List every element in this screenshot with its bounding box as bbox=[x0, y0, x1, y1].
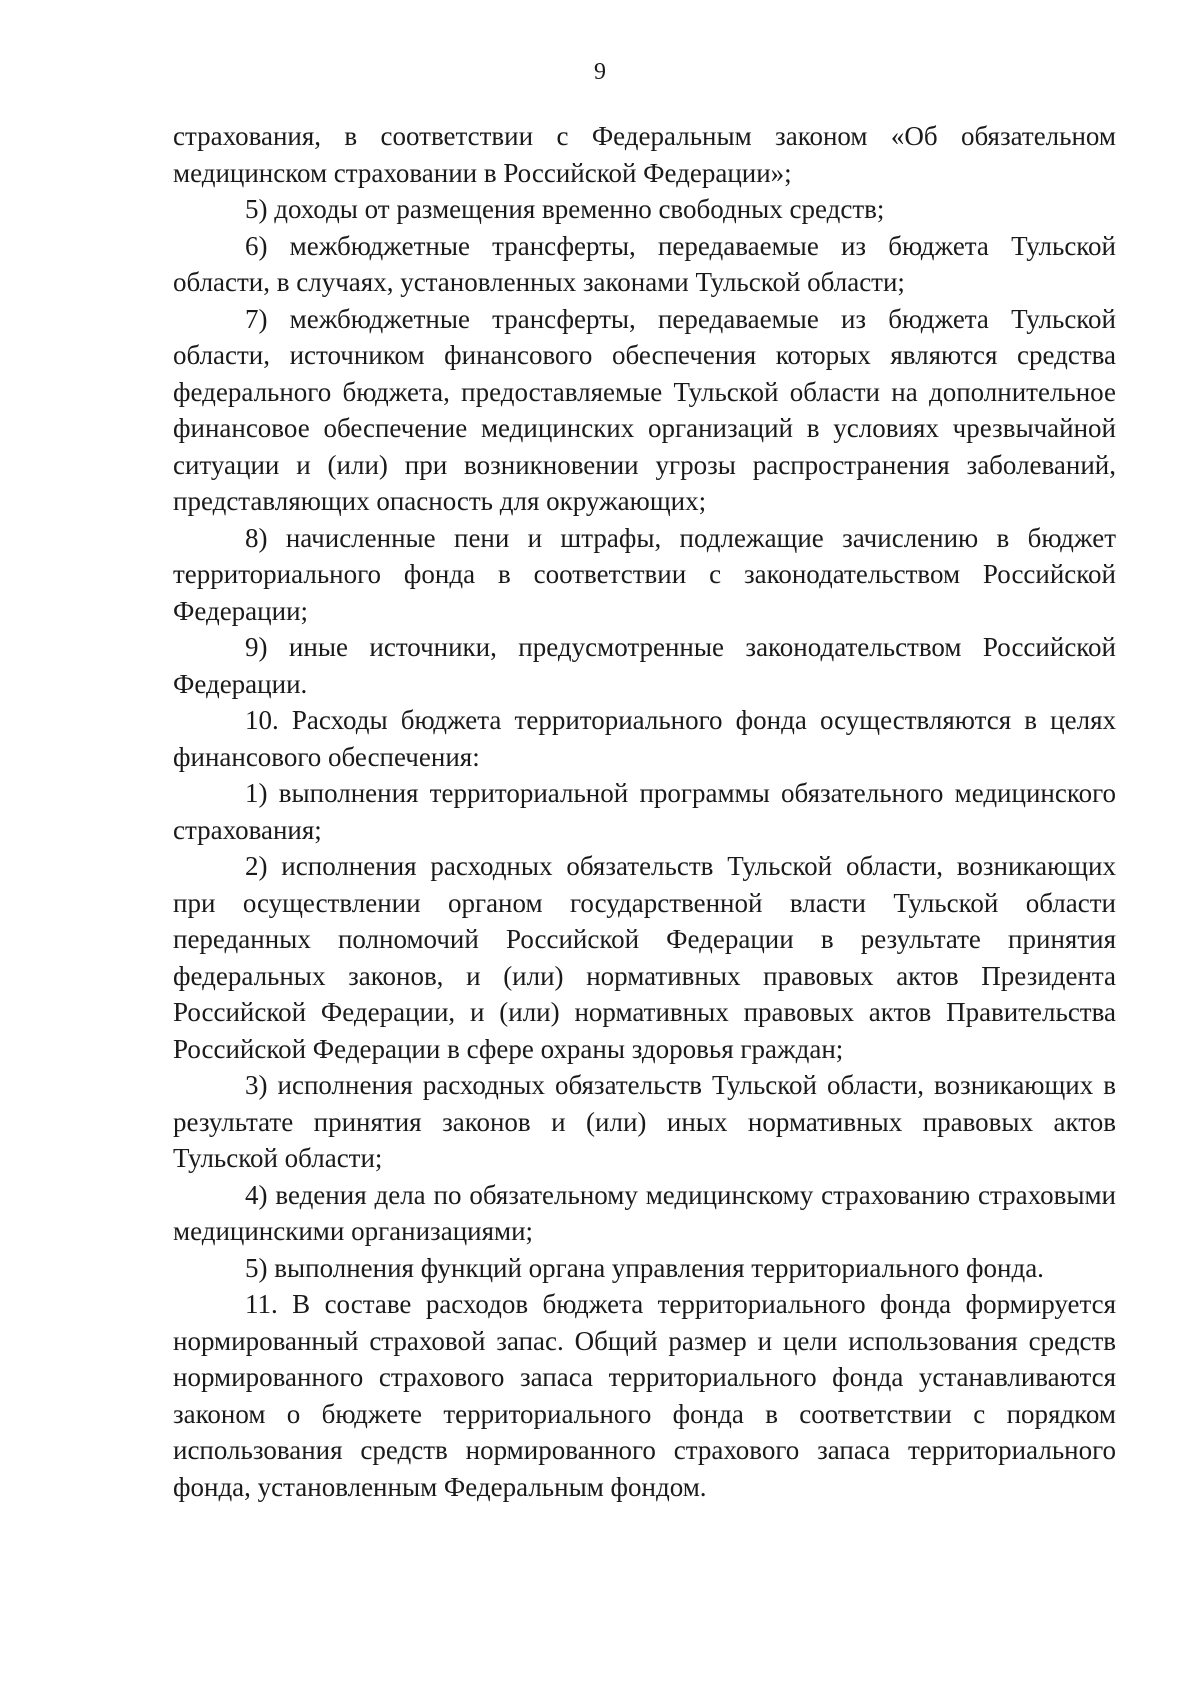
paragraph-expense-item-4: 4) ведения дела по обязательному медицинскому страхованию страховыми медицинскими организациями; bbox=[173, 1179, 1116, 1246]
paragraph-item-7-federal-transfers: 7) межбюджетные трансферты, передаваемые из бюджета Тульской области, источником финансового обеспечения которых являются средства федерального бюджета, предоставляемые Тульской области на дополнительное финансовое обеспечение медицинских организаций в условиях чрезвычайной ситуации и (или) при возникновении угрозы распространения заболеваний, представляющих опасность для окружающих; bbox=[173, 303, 1116, 516]
paragraph-section-10-expenses: 10. Расходы бюджета территориального фонда осуществляются в целях финансового обеспечения: bbox=[173, 705, 1116, 772]
paragraph-expense-item-5: 5) выполнения функций органа управления территориального фонда. bbox=[245, 1252, 1044, 1283]
paragraph-expense-item-1: 1) выполнения территориальной программы обязательного медицинского страхования; bbox=[173, 778, 1116, 845]
paragraph-item-8-penalties: 8) начисленные пени и штрафы, подлежащие зачислению в бюджет территориального фонда в соответствии с законодательством Российской Федерации; bbox=[173, 522, 1116, 626]
paragraph-item-5-income: 5) доходы от размещения временно свободных средств; bbox=[245, 194, 885, 224]
paragraph-section-11-reserve: 11. В составе расходов бюджета территориального фонда формируется нормированный страховой запас. Общий размер и цели использования средств нормированного страхового запаса территориального фонда устанавливаются законом о бюджете территориального фонда в соответствии с порядком использования средств нормированного страхового запаса территориального фонда, установленным Федеральным фондом. bbox=[173, 1289, 1116, 1502]
paragraph-continuation: страхования, в соответствии с Федеральным законом «Об обязательном медицинском страховании в Российской Федерации»; bbox=[173, 121, 1116, 188]
document-body bbox=[173, 118, 1116, 1505]
paragraph-item-9-other-sources: 9) иные источники, предусмотренные законодательством Российской Федерации. bbox=[173, 632, 1116, 699]
page-number: 9 bbox=[594, 59, 606, 85]
paragraph-expense-item-2: 2) исполнения расходных обязательств Тульской области, возникающих при осуществлении органом государственной власти Тульской области переданных полномочий Российской Федерации в результате принятия федеральных законов, и (или) нормативных правовых актов Президента Российской Федерации, и (или) нормативных правовых актов Правительства Российской Федерации в сфере охраны здоровья граждан; bbox=[173, 851, 1116, 1064]
paragraph-item-6-transfers: 6) межбюджетные трансферты, передаваемые из бюджета Тульской области, в случаях, установленных законами Тульской области; bbox=[173, 230, 1116, 297]
paragraph-expense-item-3: 3) исполнения расходных обязательств Тульской области, возникающих в результате принятия законов и (или) иных нормативных правовых актов Тульской области; bbox=[173, 1070, 1116, 1173]
